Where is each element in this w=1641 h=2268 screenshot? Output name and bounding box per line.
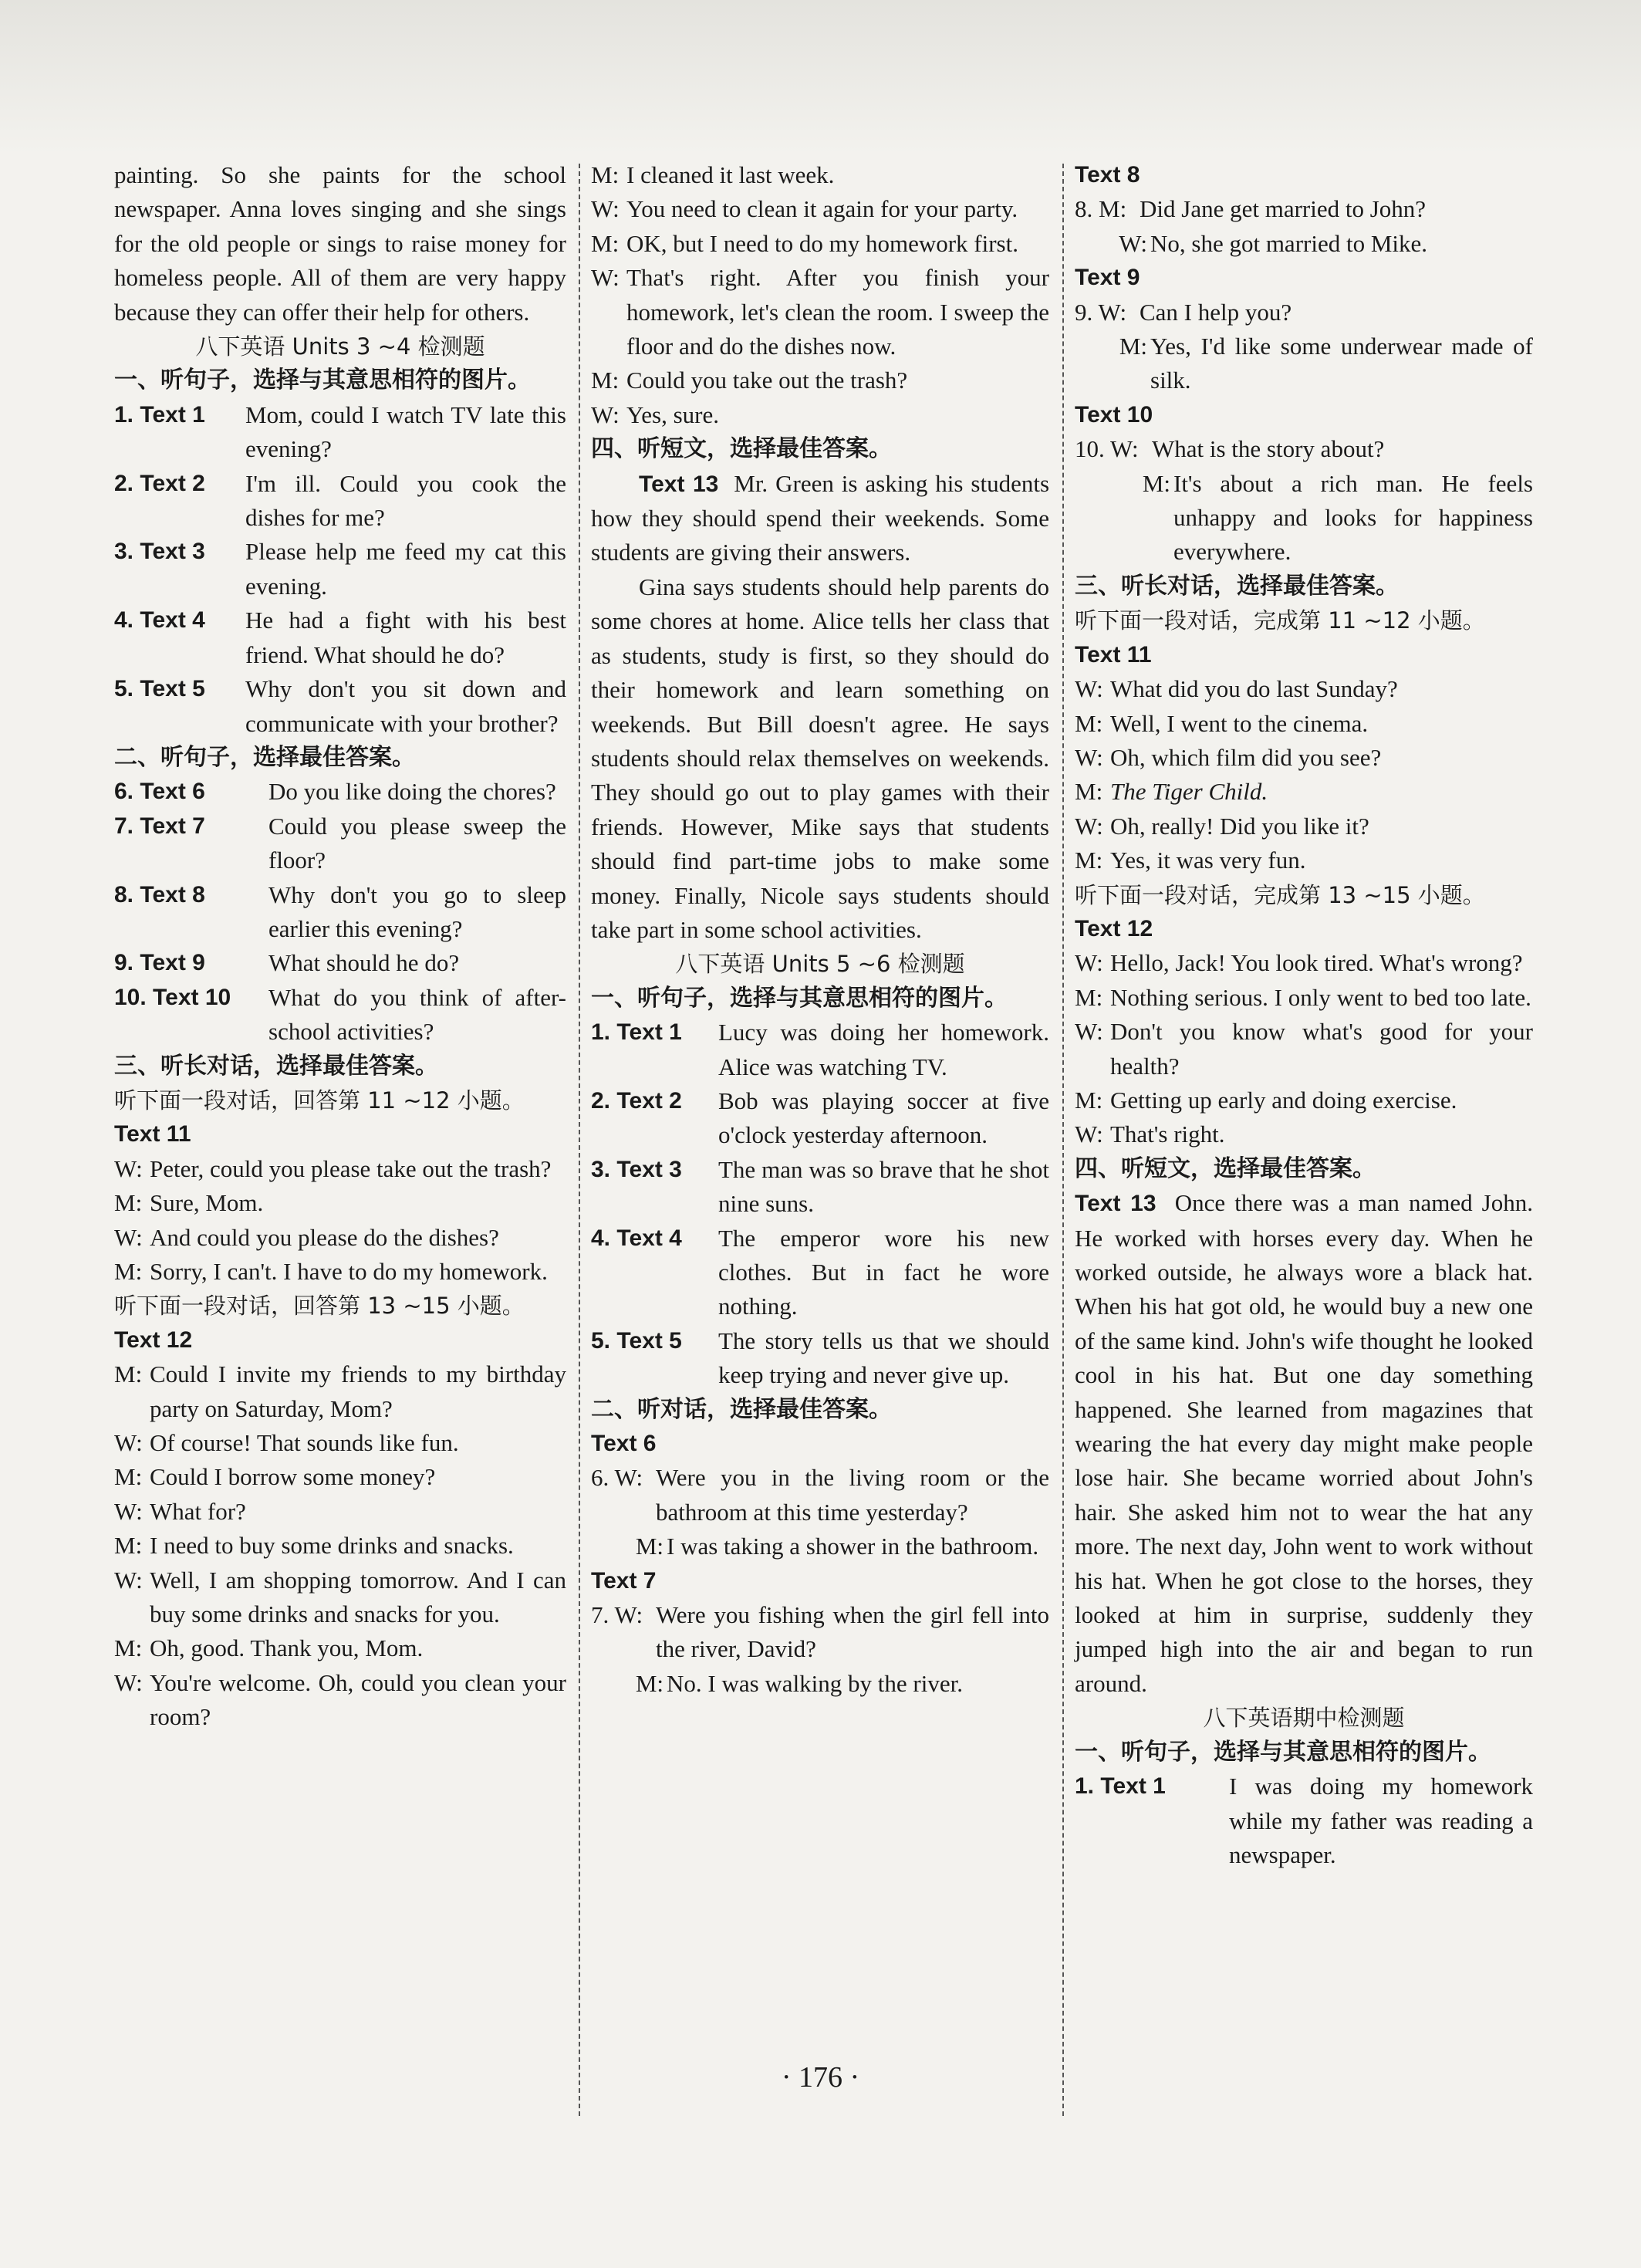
question-label: 5. Text 5 xyxy=(114,676,205,702)
page-top-shading xyxy=(0,0,1641,154)
speaker: W: xyxy=(1075,1018,1103,1046)
dialogue-line xyxy=(114,1563,566,1632)
question-item xyxy=(114,672,566,741)
question-item xyxy=(591,1016,1049,1084)
dialogue-line xyxy=(1075,192,1533,226)
utterance: Sorry, I can't. I have to do my homework. xyxy=(150,1258,548,1285)
section-4-heading: 四、听短文，选择最佳答案。 xyxy=(591,435,892,463)
dialogue-line xyxy=(1075,432,1533,466)
utterance: Don't you know what's good for your health? xyxy=(1110,1018,1533,1080)
column-divider-1 xyxy=(579,164,580,2116)
dialogue-line xyxy=(1075,1015,1533,1083)
speaker: W: xyxy=(591,195,620,223)
column-right xyxy=(1075,158,1533,1872)
utterance: Did Jane get married to John? xyxy=(1140,195,1427,223)
utterance: Were you in the living room or the bathroom at this time yesterday? xyxy=(656,1464,1049,1526)
utterance: And could you please do the dishes? xyxy=(150,1223,499,1251)
speaker: M: xyxy=(114,1189,143,1217)
dialogue-line xyxy=(1075,946,1533,980)
test-title-units-3-4: 八下英语 Units 3 ~4 检测题 xyxy=(195,333,485,360)
text-label: Text 13 xyxy=(1075,1191,1156,1217)
dialogue-line xyxy=(114,1255,566,1289)
column-left xyxy=(114,158,566,1735)
question-label: 8. Text 8 xyxy=(114,881,205,908)
utterance: That's right. After you finish your homework, let's clean the room. I sweep the floor and do the dishes now. xyxy=(626,264,1049,360)
utterance: Of course! That sounds like fun. xyxy=(150,1429,459,1457)
speaker: M: xyxy=(1075,778,1103,806)
dialogue-line xyxy=(114,1631,566,1665)
dialogue-line xyxy=(1075,775,1533,809)
question-label: 7. Text 7 xyxy=(114,813,205,839)
question-label: 1. Text 1 xyxy=(1075,1773,1166,1800)
dialogue-line xyxy=(1075,1117,1533,1151)
dialogue-line xyxy=(591,1529,1049,1563)
question-label: 4. Text 4 xyxy=(591,1225,682,1251)
question-label: 3. Text 3 xyxy=(114,539,205,565)
speaker: M: xyxy=(114,1360,143,1388)
utterance: Can I help you? xyxy=(1140,298,1292,326)
dialogue-line xyxy=(591,192,1049,226)
utterance: Oh, really! Did you like it? xyxy=(1110,812,1369,840)
speaker: M: xyxy=(1075,709,1103,737)
text-label: Text 11 xyxy=(114,1121,191,1148)
text-label: Text 7 xyxy=(591,1567,657,1594)
utterance: It's about a rich man. He feels unhappy and looks for happiness everywhere. xyxy=(1173,469,1533,566)
dialogue-line xyxy=(1075,810,1533,843)
question-item xyxy=(114,878,566,947)
passage-paragraph-1 xyxy=(591,467,1049,570)
text-label: Text 6 xyxy=(591,1431,657,1457)
question-item xyxy=(591,1084,1049,1153)
utterance: Yes, I'd like some underwear made of silk. xyxy=(1150,333,1533,394)
utterance: Getting up early and doing exercise. xyxy=(1110,1086,1457,1114)
speaker: 7. W: xyxy=(591,1601,643,1629)
utterance: OK, but I need to do my homework first. xyxy=(626,229,1018,257)
question-item xyxy=(114,946,566,980)
question-text: What do you think of after-school activities? xyxy=(268,983,566,1046)
speaker: M: xyxy=(591,229,620,257)
speaker: M: xyxy=(1075,847,1103,874)
utterance: Were you fishing when the girl fell into the river, David? xyxy=(656,1601,1049,1663)
utterance: Oh, which film did you see? xyxy=(1110,743,1382,771)
question-label: 1. Text 1 xyxy=(114,401,205,428)
utterance: I cleaned it last week. xyxy=(626,161,835,188)
text-label: Text 9 xyxy=(1075,265,1140,291)
utterance: Could I invite my friends to my birthday party on Saturday, Mom? xyxy=(150,1360,566,1422)
dialogue-line xyxy=(114,1357,566,1426)
instruction: 听下面一段对话，回答第 13 ~15 小题。 xyxy=(114,1293,525,1320)
dialogue-line xyxy=(1075,1083,1533,1117)
question-item xyxy=(591,1153,1049,1222)
speaker: M: xyxy=(635,1533,663,1560)
speaker: M: xyxy=(1075,983,1103,1011)
speaker: 9. W: xyxy=(1075,298,1127,326)
question-text: He had a fight with his best friend. What should he do? xyxy=(245,607,566,668)
section-1-heading: 一、听句子，选择与其意思相符的图片。 xyxy=(591,984,1008,1012)
dialogue-line xyxy=(114,1426,566,1460)
speaker: W: xyxy=(591,401,620,428)
section-2-heading: 二、听句子，选择最佳答案。 xyxy=(114,743,415,771)
speaker: 6. W: xyxy=(591,1464,643,1492)
utterance: Nothing serious. I only went to bed too late. xyxy=(1110,983,1531,1011)
utterance: Hello, Jack! You look tired. What's wrong? xyxy=(1110,949,1523,977)
dialogue-line xyxy=(1075,707,1533,741)
utterance: You need to clean it again for your party. xyxy=(626,195,1018,223)
dialogue-line xyxy=(591,1667,1049,1701)
question-text: Mom, could I watch TV late this evening? xyxy=(245,401,566,463)
speaker: 10. W: xyxy=(1075,435,1139,463)
dialogue-line xyxy=(1075,672,1533,706)
question-item xyxy=(591,1222,1049,1324)
dialogue-line xyxy=(1075,227,1533,261)
dialogue-line xyxy=(591,261,1049,363)
question-label: 1. Text 1 xyxy=(591,1019,682,1046)
utterance: Could you take out the trash? xyxy=(626,367,908,394)
speaker: W: xyxy=(114,1497,143,1525)
column-divider-2 xyxy=(1062,164,1064,2116)
question-text: Do you like doing the chores? xyxy=(268,778,556,806)
dialogue-line xyxy=(114,1152,566,1186)
test-title-units-5-6: 八下英语 Units 5 ~6 检测题 xyxy=(675,951,965,978)
utterance: Yes, sure. xyxy=(626,401,720,428)
question-item xyxy=(114,775,566,809)
speaker: M: xyxy=(114,1532,143,1560)
text-label: Text 13 xyxy=(639,471,719,497)
speaker: W: xyxy=(114,1429,143,1457)
dialogue-line xyxy=(114,1495,566,1529)
column-middle xyxy=(591,158,1049,1701)
passage-paragraph-2: Gina says students should help parents do some chores at home. Alice tells her class that as students, study is first, so they should do their homework and learn something on weekends. But Bill doesn't agree. He says students should relax themselves on weekends. They should go out to play games with their friends. However, Mike says that students should find part-time jobs to make some money. Finally, Nicole says students should take part in some school activities. xyxy=(591,573,1049,943)
speaker: M: xyxy=(591,367,620,394)
speaker: W: xyxy=(1075,949,1103,977)
section-1-heading: 一、听句子，选择与其意思相符的图片。 xyxy=(114,367,531,394)
question-label: 10. Text 10 xyxy=(114,984,231,1010)
passage-paragraph xyxy=(1075,1186,1533,1701)
question-item xyxy=(114,535,566,603)
dialogue-line xyxy=(591,398,1049,432)
question-item xyxy=(114,398,566,467)
question-label: 5. Text 5 xyxy=(591,1327,682,1354)
question-label: 2. Text 2 xyxy=(591,1087,682,1114)
dialogue-line xyxy=(114,1666,566,1735)
speaker: M: xyxy=(114,1634,143,1662)
dialogue-line xyxy=(1075,296,1533,330)
passage-text: Mr. Green is asking his students how they should spend their weekends. Some students are giving their answers. xyxy=(591,469,1050,566)
speaker: M: xyxy=(114,1463,143,1491)
utterance: I was taking a shower in the bathroom. xyxy=(667,1533,1039,1560)
question-label: 9. Text 9 xyxy=(114,950,205,976)
question-item xyxy=(1075,1769,1533,1872)
utterance: I need to buy some drinks and snacks. xyxy=(150,1532,514,1560)
question-item xyxy=(591,1324,1049,1393)
utterance: Well, I am shopping tomorrow. And I can buy some drinks and snacks for you. xyxy=(150,1566,566,1628)
question-text: I'm ill. Could you cook the dishes for me? xyxy=(245,469,566,532)
speaker: W: xyxy=(1075,743,1103,771)
instruction: 听下面一段对话，完成第 13 ~15 小题。 xyxy=(1075,881,1485,908)
dialogue-line xyxy=(1075,741,1533,775)
dialogue-line xyxy=(114,1221,566,1255)
speaker: M: xyxy=(591,161,620,188)
utterance: Oh, good. Thank you, Mom. xyxy=(150,1634,424,1662)
utterance: What is the story about? xyxy=(1152,435,1385,463)
dialogue-line xyxy=(1075,330,1533,398)
question-text: Lucy was doing her homework. Alice was watching TV. xyxy=(718,1019,1049,1080)
speaker: M: xyxy=(1075,1086,1103,1114)
utterance: Peter, could you please take out the trash? xyxy=(150,1154,552,1182)
dialogue-line xyxy=(591,1461,1049,1529)
dialogue-line xyxy=(591,363,1049,397)
speaker: M: xyxy=(1119,333,1147,360)
question-item xyxy=(114,810,566,878)
speaker: W: xyxy=(1075,675,1103,703)
text-label: Text 8 xyxy=(1075,162,1140,188)
speaker: W: xyxy=(114,1223,143,1251)
utterance: Sure, Mom. xyxy=(150,1189,264,1217)
utterance: Well, I went to the cinema. xyxy=(1110,709,1369,737)
question-text: What should he do? xyxy=(268,949,460,977)
page-number: · 176 · xyxy=(781,2061,860,2094)
question-label: 6. Text 6 xyxy=(114,779,205,805)
question-text: I was doing my homework while my father was reading a newspaper. xyxy=(1229,1773,1533,1868)
text-label: Text 10 xyxy=(1075,401,1153,428)
question-text: The story tells us that we should keep trying and never give up. xyxy=(718,1327,1049,1389)
utterance: What did you do last Sunday? xyxy=(1110,675,1398,703)
section-4-heading: 四、听短文，选择最佳答案。 xyxy=(1075,1154,1376,1182)
speaker: 8. M: xyxy=(1075,195,1127,223)
speaker: W: xyxy=(114,1566,143,1594)
speaker: W: xyxy=(591,264,620,292)
speaker: W: xyxy=(1075,1120,1103,1148)
question-item xyxy=(114,981,566,1049)
speaker: W: xyxy=(114,1154,143,1182)
text-label: Text 11 xyxy=(1075,641,1152,668)
question-item xyxy=(114,603,566,672)
section-3-heading: 三、听长对话，选择最佳答案。 xyxy=(114,1052,438,1080)
utterance: You're welcome. Oh, could you clean your room? xyxy=(150,1668,566,1731)
question-text: Could you please sweep the floor? xyxy=(268,812,566,874)
question-text: The man was so brave that he shot nine suns. xyxy=(718,1155,1049,1218)
dialogue-line xyxy=(114,1460,566,1494)
utterance: No. I was walking by the river. xyxy=(667,1669,963,1697)
speaker: W: xyxy=(1119,229,1147,257)
section-2-heading: 二、听对话，选择最佳答案。 xyxy=(591,1395,892,1423)
question-text: Please help me feed my cat this evening. xyxy=(245,538,566,600)
utterance: What for? xyxy=(150,1497,246,1525)
dialogue-line xyxy=(591,1598,1049,1667)
question-label: 2. Text 2 xyxy=(114,470,205,496)
instruction: 听下面一段对话，回答第 11 ~12 小题。 xyxy=(114,1087,525,1114)
question-text: The emperor wore his new clothes. But in fact he wore nothing. xyxy=(718,1224,1049,1320)
speaker: M: xyxy=(635,1669,663,1697)
text-label: Text 12 xyxy=(1075,915,1153,941)
utterance: No, she got married to Mike. xyxy=(1150,229,1428,257)
passage-text: Once there was a man named John. He worked with horses every day. When he worked outside, he always wore a black hat. When his hat got old, he would buy a new one of the same kind. John's wife thought he looked cool in his hat. But one day something happened. She learned from magazines that wearing the hat every day might make people lose hair. She became worried about John's hair. She asked him not to wear the hat any more. The next day, John went to work without his hat. When he got close to the horses, they looked at him in surprise, suddenly they jumped high into the air and began to run around. xyxy=(1075,1189,1533,1697)
instruction: 听下面一段对话，完成第 11 ~12 小题。 xyxy=(1075,607,1485,634)
utterance: Could I borrow some money? xyxy=(150,1463,436,1491)
question-text: Why don't you go to sleep earlier this evening? xyxy=(268,880,566,942)
dialogue-line xyxy=(114,1186,566,1220)
test-title-midterm: 八下英语期中检测题 xyxy=(1203,1705,1405,1732)
dialogue-line xyxy=(1075,981,1533,1015)
question-text: Why don't you sit down and communicate with your brother? xyxy=(245,675,566,737)
speaker: W: xyxy=(1075,812,1103,840)
dialogue-line xyxy=(591,227,1049,261)
question-text: Bob was playing soccer at five o'clock yesterday afternoon. xyxy=(718,1087,1049,1149)
utterance: The Tiger Child. xyxy=(1110,778,1268,806)
speaker: M: xyxy=(1142,469,1170,497)
intro-paragraph: painting. So she paints for the school newspaper. Anna loves singing and she sings for the old people or sings to raise money for homeless people. All of them are very happy because they can offer their help for others. xyxy=(114,161,566,326)
speaker: M: xyxy=(114,1258,143,1285)
question-label: 3. Text 3 xyxy=(591,1156,682,1182)
dialogue-line xyxy=(1075,843,1533,877)
text-label: Text 12 xyxy=(114,1327,193,1353)
utterance: That's right. xyxy=(1110,1120,1225,1148)
section-3-heading: 三、听长对话，选择最佳答案。 xyxy=(1075,572,1399,600)
dialogue-line xyxy=(114,1529,566,1563)
utterance: Yes, it was very fun. xyxy=(1110,847,1306,874)
question-label: 4. Text 4 xyxy=(114,607,205,634)
dialogue-line xyxy=(591,158,1049,192)
dialogue-line xyxy=(1075,467,1533,570)
speaker: W: xyxy=(114,1668,143,1696)
question-item xyxy=(114,467,566,536)
section-1-heading: 一、听句子，选择与其意思相符的图片。 xyxy=(1075,1738,1491,1766)
